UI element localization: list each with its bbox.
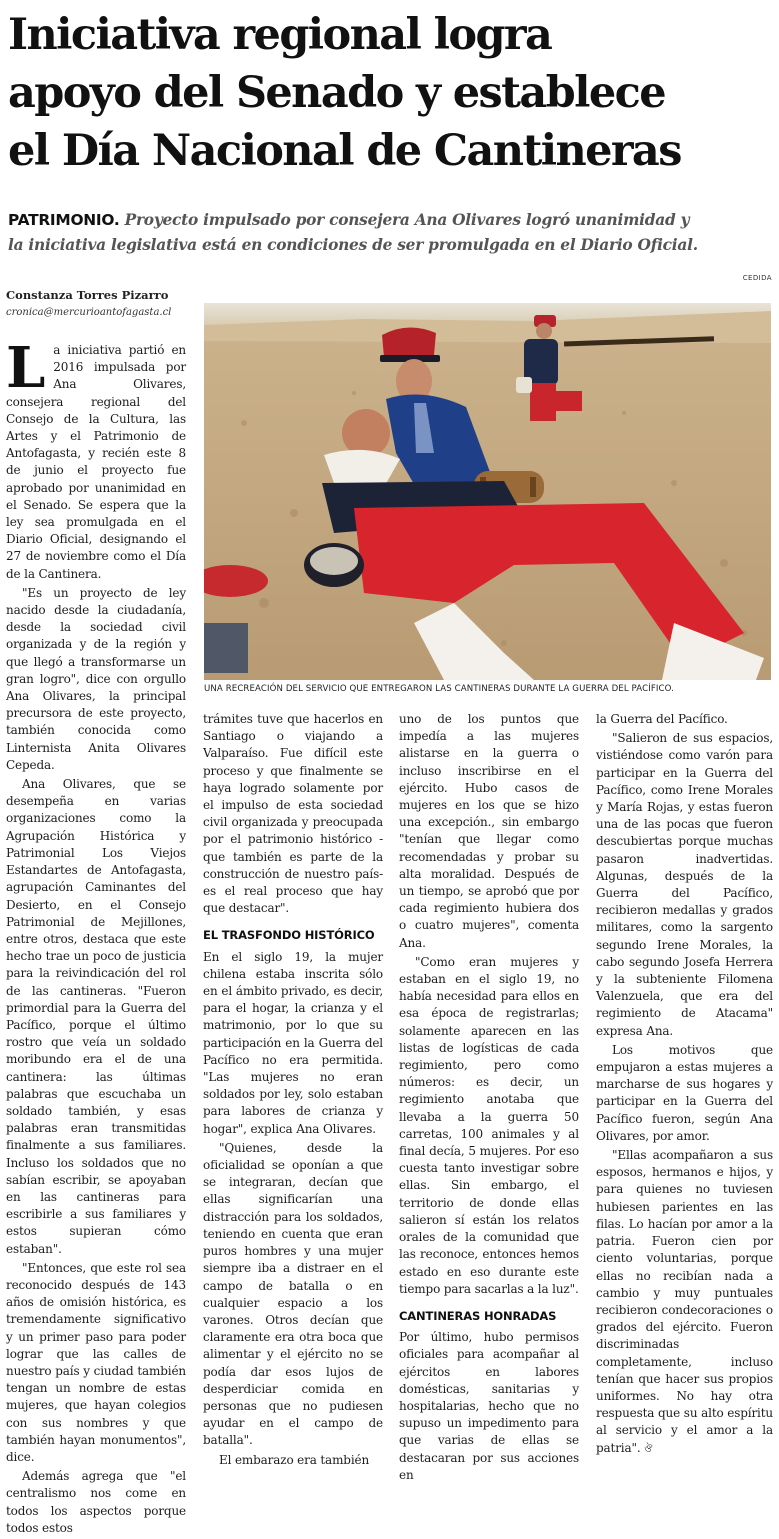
headline-line-3: el Día Nacional de Cantineras <box>8 126 681 176</box>
paragraph: trámites tuve que hacerlos en Santiago o viajando a Valparaíso. Fue difícil este proceso y que finalmente se haya logrado solamente por el impulso de esta sociedad civil organizada y preocupada por el patrimonio histórico -que también es parte de la construcción de nuestro país- es el real proceso que hay que destacar". <box>203 712 383 916</box>
paragraph: "Entonces, que este rol sea reconocido después de 143 años de omisión histórica, es tremendamente significativo y un primer paso para poder lograr que las calles de nuestro país y ciudad también tengan un nombre de estas mujeres, que hayan colegios con sus nombres y que también hayan monumentos", dice. <box>6 1260 186 1464</box>
paragraph <box>596 1147 773 1458</box>
lead-text-2: la iniciativa legislativa está en condiciones de ser promulgada en el Diario Oficial. <box>8 236 698 254</box>
paragraph-text: "Ellas acompañaron a sus esposos, hermanos e hijos, y para quienes no tuviesen hubiesen parientes en las filas. Lo hacían por amor a la patria. Fueron cien por ciento voluntarias, porque ellas no recibían nada a cambio y muy puntuales recibieron condecoraciones o grados del ejército. Fueron discriminadas completamente, incluso tenían que hacer sus propios uniformes. No hay otra respuesta que su alto espíritu al servicio y el amor a la patria". <box>596 1148 773 1455</box>
paragraph-intro-text: a iniciativa partió en 2016 impulsada por Ana Olivares, consejera regional del Consejo de la Cultura, las Artes y el Patrimonio de Antofagasta, y recién este 8 de junio el proyecto fue aprobado por unanimidad en el Senado. Se espera que la ley sea promulgada en el Diario Oficial, designando el 27 de noviembre como el Día de la Cantinera. <box>6 343 186 581</box>
paragraph: "Quienes, desde la oficialidad se oponían a que se integraran, decían que ellas significarían una distracción para los soldados, teniendo en cuenta que eran puros hombres y una mujer siempre iba a distraer en el campo de batalla o en cualquier espacio a los varones. Otros decían que claramente era otra boca que alimentar y el ejército no se podía dar esos lujos de desperdiciar comida en personas que no pudiesen ayudar en el campo de batalla". <box>203 1140 383 1448</box>
paragraph: Por último, hubo permisos oficiales para acompañar al ejércitos en labores domésticas, sanitarias y hospitalarias, hecho que no supuso un impedimento para que varias de ellas se destacaran por sus acciones en <box>399 1330 579 1482</box>
news-photo <box>204 303 771 680</box>
paragraph: uno de los puntos que impedía a las mujeres alistarse en la guerra o incluso inscribirse en el ejército. Hubo casos de mujeres en los que se hizo una excepción., sin embargo "tenían que llegar como recomendadas y probar su alta moralidad. Después de un tiempo, se aprobó que por cada regimiento hubiera dos o cuatro mujeres", comenta Ana. <box>399 712 579 950</box>
photo-illustration <box>204 303 771 680</box>
paragraph: la Guerra del Pacífico. <box>596 712 728 726</box>
article-column-3 <box>399 711 579 1486</box>
subheading-cantineras: CANTINERAS HONRADAS <box>399 1308 557 1323</box>
lead-line-1 <box>8 208 776 233</box>
end-mark-icon: ঔ <box>644 1443 653 1455</box>
article-column-4 <box>596 711 773 1460</box>
paragraph: El embarazo era también <box>219 1452 370 1467</box>
article-column-2 <box>203 711 383 1471</box>
paragraph-intro <box>6 335 186 583</box>
drop-cap: L <box>6 335 46 401</box>
photo-credit: CEDIDA <box>742 274 772 282</box>
headline <box>8 6 778 180</box>
headline-line-1: Iniciativa regional logra <box>8 10 552 60</box>
paragraph: "Como eran mujeres y estaban en el siglo 19, no había necesidad para ellos en esa época de registrarlas; solamente aparecen en las listas de logísticas de cada regimiento, pero como números: es decir, un regimiento anotaba que llevaba a la guerra 50 carretas, 100 animales y al final decía, 5 mujeres. Por eso cuesta tanto investigar sobre ellas. Sin embargo, el territorio de donde ellas salieron sí están los relatos orales de la comunidad que las reconoce, entonces hemos estado en eso durante este tiempo para sacarlas a la luz". <box>399 954 579 1296</box>
section-tag: PATRIMONIO. <box>8 211 120 229</box>
lead-paragraph <box>8 208 776 258</box>
paragraph: Además agrega que "el centralismo nos come en todos los aspectos porque todos estos <box>6 1469 186 1535</box>
subheading-trasfondo: EL TRASFONDO HISTÓRICO <box>203 928 375 943</box>
article-column-1 <box>6 335 186 1539</box>
paragraph: En el siglo 19, la mujer chilena estaba inscrita sólo en el ámbito privado, es decir, para el hogar, la crianza y el matrimonio, por lo que su participación en la Guerra del Pacífico no era permitida. "Las mujeres no eran soldados por ley, solo estaban para labores de crianza y hogar", explica Ana Olivares. <box>203 949 383 1136</box>
lead-text-1: Proyecto impulsado por consejera Ana Olivares logró unanimidad y <box>124 211 690 229</box>
paragraph: Ana Olivares, que se desempeña en varias organizaciones como la Agrupación Histórica y Patrimonial Los Viejos Estandartes de Antofagasta, agrupación Caminantes del Desierto, en el Consejo Patrimonial de Mejillones, entre otros, destaca que este hecho trae un poco de justicia para la reivindicación del rol de las cantineras. "Fueron primordial para la Guerra del Pacífico, porque el último rostro que veía un soldado moribundo era el de una cantinera: las últimas palabras que escuchaba un soldado también, y esas palabras eran transmitidas finalmente a sus familiares. Incluso los soldados que no sabían escribir, se apoyaban en las cantineras para escribirle a sus familiares y estos supieran cómo estaban". <box>6 777 186 1256</box>
paragraph: "Es un proyecto de ley nacido desde la ciudadanía, desde la sociedad civil organizada y de la región y que llegó a transformarse un gran logro", dice con orgullo Ana Olivares, la principal precursora de este proyecto, también conocida como Linternista Anita Olivares Cepeda. <box>6 585 186 772</box>
author-name: Constanza Torres Pizarro <box>6 288 169 302</box>
author-email[interactable]: cronica@mercurioantofagasta.cl <box>6 307 172 318</box>
photo-caption: UNA RECREACIÓN DEL SERVICIO QUE ENTREGARON LAS CANTINERAS DURANTE LA GUERRA DEL PACÍFICO. <box>204 684 674 694</box>
paragraph: Los motivos que empujaron a estas mujeres a marcharse de sus hogares y participar en la Guerra del Pacífico fueron, según Ana Olivares, por amor. <box>596 1042 773 1143</box>
paragraph: "Salieron de sus espacios, vistiéndose como varón para participar en la Guerra del Pacífico, como Irene Morales y María Rojas, y estas fueron una de las pocas que fueron descubiertas porque muchas pasaron inadvertidas. Algunas, después de la Guerra del Pacífico, recibieron medallas y grados militares, como la sargento segundo Irene Morales, la cabo segundo Josefa Herrera y la subteniente Filomena Valenzuela, que era del regimiento de Atacama" expresa Ana. <box>596 731 773 1038</box>
headline-line-2: apoyo del Senado y establece <box>8 68 665 118</box>
